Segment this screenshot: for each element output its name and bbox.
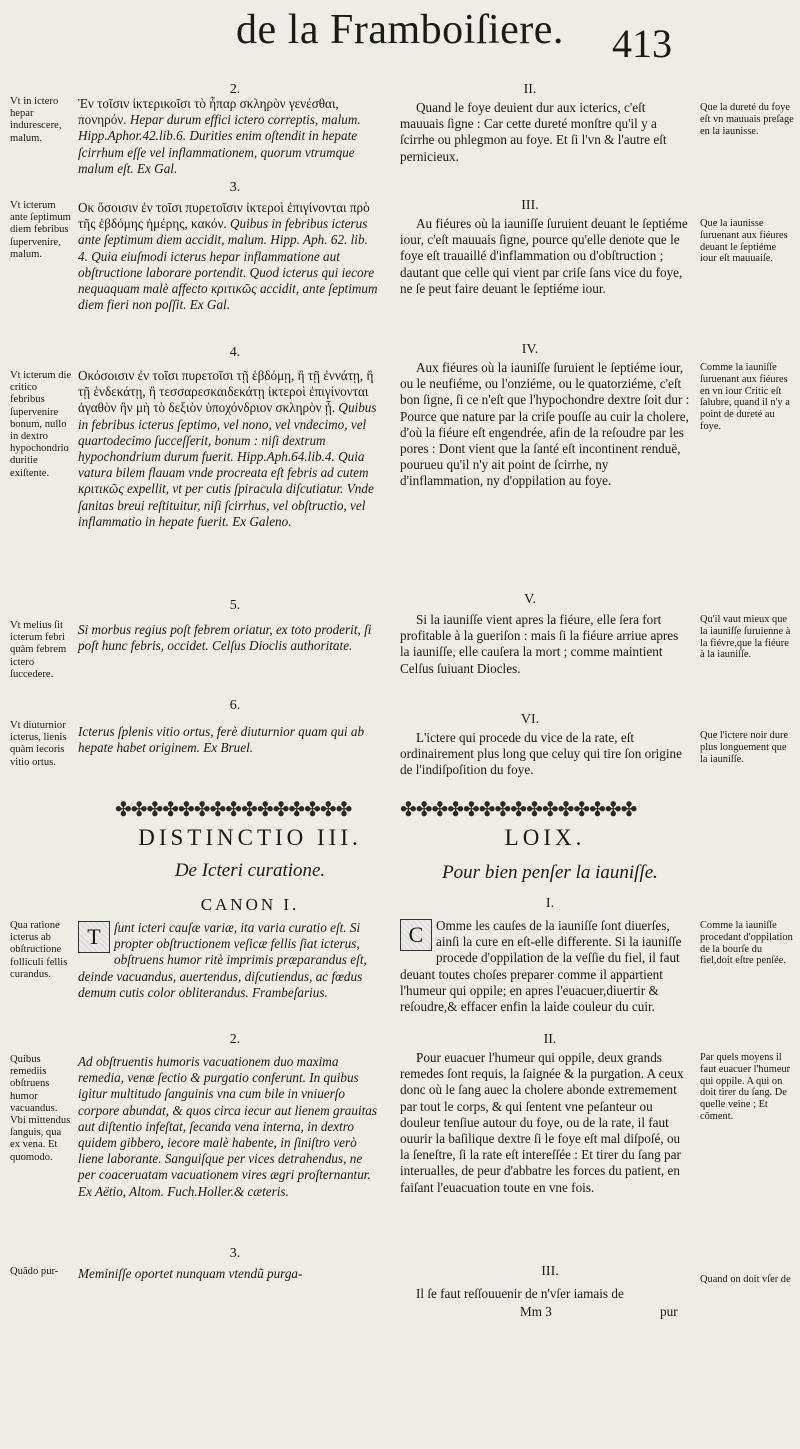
paragraph [78, 1266, 378, 1282]
latin-text: Ad obſtruentis humoris vacuationem duo maxima remedia, venæ ſectio & purgatio conferunt. In quibus igitur multitudo ſanguinis vna cum bile in vniuerſo corpore abundat, & quos circa iecur aut lienem grauitas aut diſtentio infeſtat, ſecanda vena interna, in dextro quidem gibbero, iecore malè habente, in ſiniſtro verò liene laborante. Sanguiſque per vices detrahendus, ne per coaceruatam vacuationem vires ægri proſternantur. Ex Aëtio, Altom. Fuch.Holler.& cæteris. [78, 1054, 378, 1199]
latin-text: Hepar durum effici ictero correptis, malum. Hipp.Aphor.42.lib.6. Durities enim oſtendit in hepate ſcirrhum eſſe vel inflammationem, quorum vtrumque malum eſt. Ex Gal. [78, 112, 361, 176]
paragraph: Quand le foye deuient dur aux icterics, c'eſt mauuais ſigne : Car cette dureté monſtre qu'il y a ſcirrhe ou phlegmon au foye. Et ſi l'vn & l'autre eſt pernicieux. [400, 100, 667, 164]
section-number: III. [541, 1264, 559, 1279]
margin-note: Quand on doit vſer de [700, 1274, 791, 1285]
paragraph: Il ſe faut reſſouuenir de n'vſer iamais de [416, 1286, 624, 1301]
drop-cap: C [400, 919, 432, 951]
section-number: 2. [229, 82, 241, 97]
paragraph [78, 96, 378, 177]
margin-note: Quãdo pur- [10, 1266, 59, 1277]
section-number: 3. [229, 180, 241, 195]
paragraph [78, 200, 378, 313]
distinctio-heading: DISTINCTIO III. [138, 825, 362, 850]
margin-note: Comme la iauniſſe procedant d'oppilation de la bourſe du fiel,doit eſtre penſée. [700, 920, 793, 967]
margin-note: Vt icterum die critico febribus ſupervenire bonum, nullo in dextro hypochondrio duritie exiſtente. [10, 370, 72, 479]
paragraph: Si la iauniſſe vient apres la fiéure, elle ſera fort profitable à la gueriſon : mais ſi la fiéure arriue apres la iauniſſe, elle cauſera la mort ; comme maintient Celſus ſuiuant Diocles. [400, 612, 679, 676]
page-number: 413 [612, 21, 672, 66]
margin-note: Qu'il vaut mieux que la iauniſſe ſuruienne à la fiévre,que la fiéure à la iauniſſe. [700, 614, 791, 661]
margin-note: Qua ratione icterus ab obſtructione folliculi fellis curandus. [10, 920, 68, 980]
section-subtitle: De Icteri curatione. [174, 860, 326, 881]
section-number: III. [521, 198, 539, 213]
paragraph [78, 724, 378, 756]
section-number: V. [524, 592, 536, 607]
paragraph [78, 368, 378, 530]
margin-note: Comme la iauniſſe ſuruenant aux fiéures en vn iour Critic eſt ſalubre, quand il n'y a point de dureté au foye. [700, 362, 790, 432]
latin-text: Si morbus regius poſt febrem oriatur, ex toto proderit, ſi poſt hunc febris, occidet. Celſus Dioclis authoritate. [78, 622, 372, 654]
signature-mark: Mm 3 [520, 1304, 552, 1319]
section-number: IV. [521, 342, 539, 357]
latin-text: Icterus ſplenis vitio ortus, ferè diuturnior quam qui ab hepate habet originem. Ex Bruel. [78, 724, 365, 756]
margin-note: Par quels moyens il faut euacuer l'humeur qui oppile. A qui on doit tirer du ſang. De quelle veine ; Et cõment. [700, 1052, 791, 1122]
catchword: pur [660, 1304, 678, 1319]
margin-note: Vt in ictero hepar indurescere, malum. [10, 96, 62, 144]
section-number: I. [545, 896, 555, 911]
paragraph [78, 920, 378, 1001]
section-number: 6. [229, 698, 241, 713]
latin-text: Meminiſſe oportet nunquam vtendũ purga- [78, 1266, 303, 1281]
paragraph: Pour euacuer l'humeur qui oppile, deux grands remedes ſont requis, la ſaignée & la purgation. A ceux donc où le ſang auec la cholere abonde extremement par tout le corps, & qui ſentent vne peſanteur ou douleur tenſiue autour du foye, ou de la rate, il faut ouurir la baſilique dextre ſi le foye eſt mal diſpoſé, ou la ſeneſtre, ſi la rate eſt intereſſée : Et tirer du ſang par interualles, de peur d'abbatre les forces du patient, en faiſant l'euacuation toute en vne fois. [400, 1050, 684, 1195]
canon-heading: CANON I. [200, 895, 300, 914]
latin-text: Quibus in febribus icterus ſeptimo, vel nono, vel vndecimo, vel quartodecimo ſucceſſerit, bonum : niſi dextrum hypochondrium durum fuerit. Hipp.Aph.64.lib.4. Quia vatura bilem flauam vnde procreata eſt febris ad cutem κριτικῶς expellit, vt per cutis ſpiracula diſcutiatur. Vnde ſanitas breui reſtituitur, niſi ſcirrhus, vel obſtructio, vel inflammatio in hepate fuerit. Ex Galeno. [78, 400, 377, 529]
section-subtitle: Pour bien penſer la iauniſſe. [442, 862, 658, 883]
paragraph: L'ictere qui procede du vice de la rate, eſt ordinairement plus long que celuy qui tire ſon origine de l'indiſpoſition du foye. [400, 730, 682, 778]
section-number: 5. [229, 598, 241, 613]
latin-text: Quibus in febribus icterus ante ſeptimum diem accidit, malum. Hipp. Aph. 62. lib. 4. Quia eiuſmodi icterus hepar inflammatione aut obſtructione laborare portendit. Quod icterus qui iecore nequaquam malè affecto κριτικῶς accidit, ante ſeptimum diem fieri non poſſit. Ex Gal. [78, 216, 378, 313]
running-head: de la Framboiſiere. [236, 7, 564, 53]
greek-text: Ἐν τοῖσιν ἰκτερικοῖσι τὸ ἧπαρ σκληρὸν γενέσθαι, πονηρόν. [78, 96, 339, 128]
section-number: 2. [229, 1032, 241, 1047]
french-text: Omme les cauſes de la iauniſſe ſont diuerſes, ainſi la cure en eſt-elle differente. Si la iauniſſe procede d'oppilation de la veſſie du fiel, il faut deuant toutes choſes preparer comme il appartient l'humeur qui oppile; en apres l'euacuer,diuertir & reſoudre,& effacer enfin la laide couleur du cuir. [400, 918, 682, 1015]
paragraph [78, 1054, 378, 1200]
margin-note: Quibus remediis obſtruens humor vacuandus. Vbi mittendus ſanguis, qua ex vena. Et quomodo. [10, 1054, 71, 1163]
paragraph: Aux fiéures où la iauniſſe ſuruient le ſeptiéme iour, ou le neufiéme, ou l'onziéme, ou le quatorziéme, c'eſt bon ſigne, ſi ce n'eſt que l'hypochondre dextre ſoit dur : Pource que nature par la criſe pouſſe au cuir la cholere, d'où la fiéure eſt engendrée, afin de la reſoudre par les pores : Dont vient que la ſanté eſt incontinent renduë, pourueu qu'il n'y ait point de ſcirrhe, ny d'inflammation, ny d'oppilation au foye. [400, 360, 690, 489]
drop-cap: T [78, 921, 110, 953]
paragraph [400, 918, 690, 1015]
section-number: 3. [229, 1246, 241, 1261]
latin-text: ſunt icteri cauſæ variæ, ita varia curatio eſt. Si propter obſtructionem veſicæ fellis ſiat icterus, obſtruens humor ritè imprimis præparandus eſt, deinde vacuandus, auertendus, diſcutiendus, ac fœdus demum cutis color obliterandus. Frambeſarius. [78, 920, 367, 1000]
paragraph [78, 622, 378, 654]
margin-note: Que la dureté du foye eſt vn mauuais preſage en la iaunisse. [700, 102, 794, 137]
section-number: VI. [520, 712, 540, 727]
margin-note: Vt icterum ante ſeptimum diem febribus ſupervenire, malum. [10, 200, 71, 260]
margin-note: Vt melius ſit icterum febri quàm febrem ictero ſuccedere. [10, 620, 67, 680]
ornament-band: ✤✤✤✤✤✤✤✤✤✤✤✤✤✤✤ [400, 800, 637, 820]
margin-note: Vt diuturnior icterus, lienis quàm iecoris vitio ortus. [10, 720, 67, 768]
paragraph: Au fiéures où la iauniſſe ſuruient deuant le ſeptiéme iour, c'eſt mauuais ſigne, pource qu'elle denote que le foye eſt trauaillé d'inflammation ou d'obſtruction ; dautant que celle qui vient par criſe ſans vice du foye, ne ſe peut faire deuant le ſeptiéme iour. [400, 216, 688, 296]
greek-text: Οκ ὅσοισιν ἐν τοῖσι πυρετοῖσιν ἰκτεροὶ ἐπιγίνονται πρὸ τῆς ἑβδόμης ἡμέρης, κακόν. [78, 200, 370, 232]
margin-note: Que l'ictere noir dure plus longuement que la iauniſſe. [700, 730, 789, 765]
section-number: II. [543, 1032, 557, 1047]
loix-heading: LOIX. [504, 825, 586, 850]
greek-text: Οκόσοισιν ἐν τοῖσι πυρετοῖσι τῇ ἑβδόμῃ, ἢ τῇ ἐννάτῃ, ἢ τῇ ἑνδεκάτῃ, ἢ τεσσαρεσκαιδεκάτῃ ἰκτεροὶ ἐπιγίνονται ἀγαθὸν ἢν μὴ τὸ δεξιὸν ὑποχόνδριον σκληρὸν ᾖ. [78, 368, 374, 416]
section-number: II. [523, 82, 537, 97]
ornament-band: ✤✤✤✤✤✤✤✤✤✤✤✤✤✤✤ [115, 800, 352, 820]
section-number: 4. [229, 345, 241, 360]
margin-note: Que la iaunisse ſuruenant aux fiéures deuant le ſeptiéme iour eſt mauuaiſe. [700, 218, 788, 265]
